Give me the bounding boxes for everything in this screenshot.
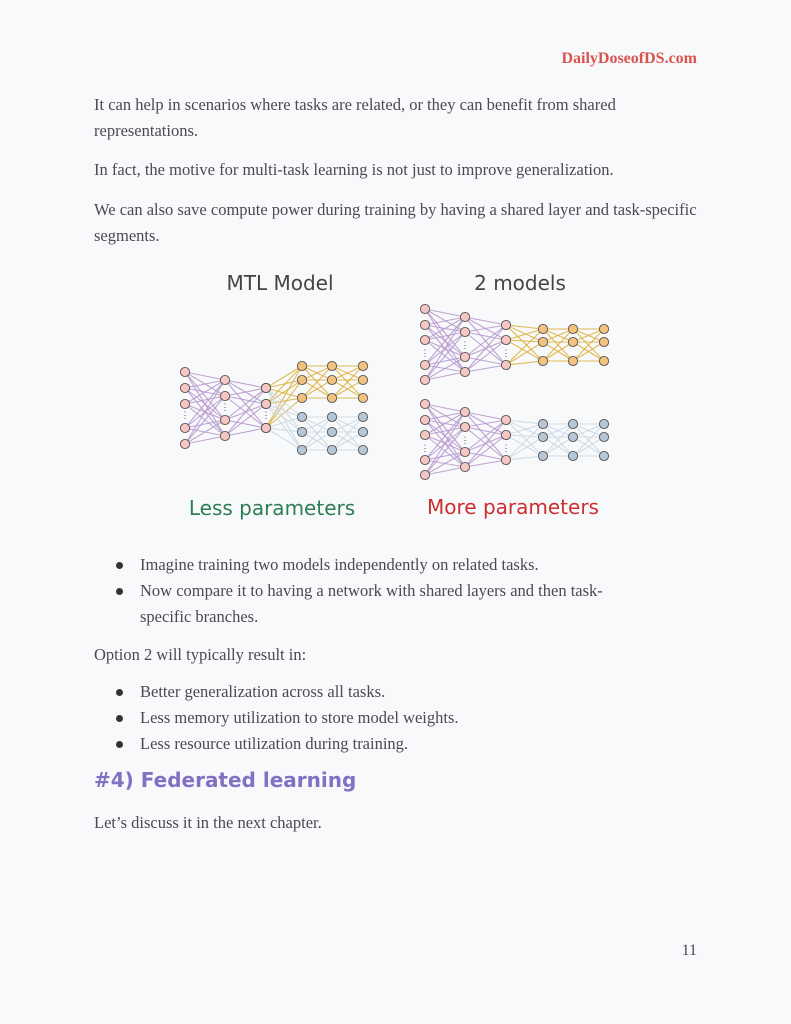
more-parameters-caption: More parameters — [427, 495, 599, 519]
neuron-node — [501, 455, 510, 464]
neuron-node — [420, 375, 429, 384]
network-edge — [465, 460, 506, 467]
neuron-node — [327, 427, 336, 436]
neuron-node — [327, 393, 336, 402]
paragraph: It can help in scenarios where tasks are related, or they can benefit from shared representations. — [94, 95, 616, 140]
neuron-node — [327, 375, 336, 384]
neuron-node — [538, 432, 547, 441]
neuron-node — [327, 361, 336, 370]
mtl-vs-two-models-diagram — [170, 260, 630, 530]
neuron-node — [538, 451, 547, 460]
neuron-node — [220, 375, 229, 384]
neuron-node — [501, 415, 510, 424]
network-edge — [465, 340, 506, 372]
option-text: Option 2 will typically result in: — [94, 645, 307, 664]
neuron-node — [599, 356, 608, 365]
neuron-node — [460, 407, 469, 416]
neuron-node — [568, 324, 577, 333]
ellipsis-mark: ⋮ — [501, 348, 511, 358]
network-edge — [465, 325, 506, 332]
ellipsis-mark: ⋮ — [420, 348, 430, 358]
network-edge — [465, 435, 506, 467]
neuron-node — [460, 462, 469, 471]
neuron-node — [220, 431, 229, 440]
neuron-node — [297, 393, 306, 402]
neuron-node — [501, 430, 510, 439]
neuron-node — [220, 415, 229, 424]
neuron-node — [327, 412, 336, 421]
mtl-model-title: MTL Model — [226, 271, 334, 295]
neuron-node — [261, 399, 270, 408]
neuron-node — [599, 337, 608, 346]
list-item: Now compare it to having a network with shared layers and then task-specific branches. — [112, 578, 630, 630]
ellipsis-mark: ⋮ — [180, 410, 190, 420]
neuron-node — [568, 432, 577, 441]
network-edge — [465, 420, 506, 467]
network-edge — [465, 365, 506, 372]
neuron-node — [599, 432, 608, 441]
neuron-node — [568, 451, 577, 460]
ellipsis-mark: ⋮ — [460, 340, 470, 350]
neuron-node — [568, 356, 577, 365]
ellipsis-mark: ⋮ — [501, 443, 511, 453]
network-edge — [465, 325, 506, 357]
closing-text: Let’s discuss it in the next chapter. — [94, 813, 322, 832]
neuron-node — [180, 399, 189, 408]
neuron-node — [420, 415, 429, 424]
neuron-node — [460, 327, 469, 336]
neuron-node — [568, 419, 577, 428]
list-item: Imagine training two models independently on related tasks. — [112, 552, 630, 578]
list-item: Better generalization across all tasks. — [112, 679, 630, 705]
neuron-node — [538, 356, 547, 365]
neuron-node — [538, 419, 547, 428]
list-item: Less memory utilization to store model weights. — [112, 705, 630, 731]
ellipsis-mark: ⋮ — [261, 410, 271, 420]
network-edge — [225, 388, 266, 420]
neuron-node — [599, 419, 608, 428]
page-number: 11 — [681, 942, 697, 959]
list-item: Less resource utilization during training. — [112, 731, 630, 757]
paragraph: In fact, the motive for multi-task learning is not just to improve generalization. — [94, 160, 614, 179]
neuron-node — [420, 320, 429, 329]
neuron-node — [297, 445, 306, 454]
neuron-node — [358, 427, 367, 436]
network-edge — [506, 435, 543, 437]
neuron-node — [460, 312, 469, 321]
neuron-node — [420, 455, 429, 464]
neuron-node — [220, 391, 229, 400]
neuron-node — [420, 360, 429, 369]
neuron-node — [261, 383, 270, 392]
neuron-node — [327, 445, 336, 454]
section-heading: #4) Federated learning — [94, 768, 357, 792]
neuron-node — [180, 383, 189, 392]
neuron-node — [420, 335, 429, 344]
ellipsis-mark: ⋮ — [460, 435, 470, 445]
neuron-node — [538, 324, 547, 333]
neuron-node — [599, 324, 608, 333]
neuron-node — [180, 367, 189, 376]
neuron-node — [420, 304, 429, 313]
neuron-node — [568, 337, 577, 346]
bullet-list-2 — [112, 679, 630, 757]
network-edge — [465, 420, 506, 452]
two-models-title: 2 models — [474, 271, 566, 295]
ellipsis-mark: ⋮ — [420, 443, 430, 453]
neuron-node — [261, 423, 270, 432]
paragraph: We can also save compute power during training by having a shared layer and task-specific segments. — [94, 200, 697, 245]
neuron-node — [358, 393, 367, 402]
neuron-node — [501, 360, 510, 369]
neuron-node — [420, 399, 429, 408]
neuron-node — [599, 451, 608, 460]
neuron-node — [180, 439, 189, 448]
network-edge — [506, 340, 543, 342]
neuron-node — [501, 335, 510, 344]
neuron-node — [297, 375, 306, 384]
neuron-node — [538, 337, 547, 346]
neuron-node — [460, 367, 469, 376]
neuron-node — [460, 352, 469, 361]
neuron-node — [180, 423, 189, 432]
neuron-node — [420, 470, 429, 479]
neuron-node — [460, 422, 469, 431]
bullet-list-1 — [112, 552, 630, 630]
neuron-node — [297, 427, 306, 436]
neuron-node — [501, 320, 510, 329]
ellipsis-mark: ⋮ — [220, 402, 230, 412]
network-edge — [465, 420, 506, 427]
neuron-node — [358, 445, 367, 454]
neuron-node — [420, 430, 429, 439]
neuron-node — [358, 361, 367, 370]
neuron-node — [297, 412, 306, 421]
brand-header: DailyDoseofDS.com — [561, 50, 697, 67]
network-edge — [465, 325, 506, 372]
less-parameters-caption: Less parameters — [188, 496, 356, 520]
neuron-node — [358, 375, 367, 384]
neuron-node — [358, 412, 367, 421]
neuron-node — [460, 447, 469, 456]
neuron-node — [297, 361, 306, 370]
